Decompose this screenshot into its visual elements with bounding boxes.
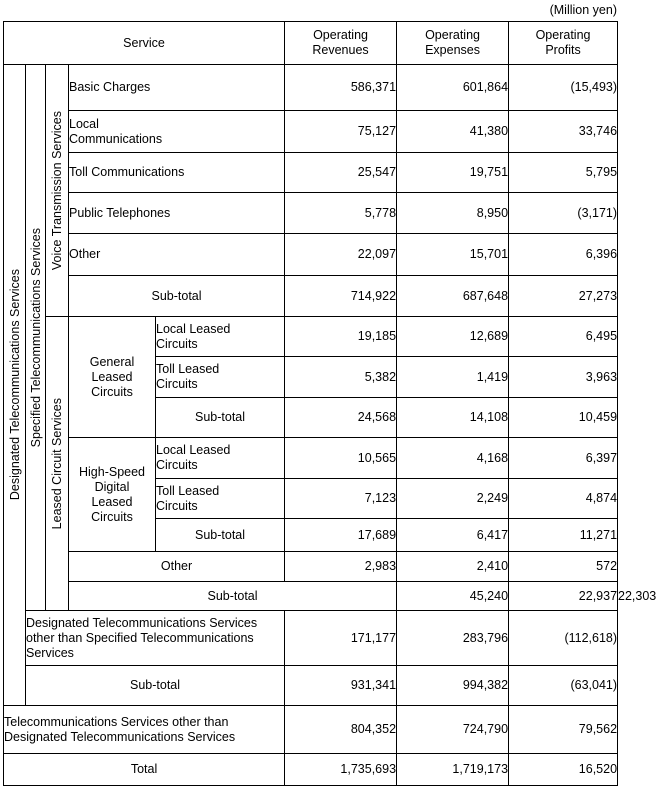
cell-revenues: 25,547 [285,153,397,193]
row-label-subtotal-leased-circuit: Sub-total [69,582,397,611]
cell-profits: 5,795 [509,153,618,193]
cell-expenses: 724,790 [397,706,509,754]
vertical-label-specified-text: Specified Telecommunications Services [28,227,43,448]
cell-profits: (63,041) [509,666,618,706]
table-row [4,611,618,666]
group-label-line3: Leased [91,494,133,509]
cell-revenues: 19,185 [285,317,397,357]
row-label-subtotal-voice: Sub-total [69,276,285,317]
cell-revenues: 75,127 [285,111,397,153]
header-operating-profits-line2: Profits [545,43,581,57]
vertical-label-voice-transmission-text: Voice Transmission Services [50,110,64,271]
group-label-line1: General [89,354,135,369]
cell-profits: 4,874 [509,479,618,519]
row-label-other-leased: Other [69,552,285,582]
row-label-line1: Telecommunications Services other than [4,714,229,729]
row-label-line3: Services [26,645,74,660]
cell-expenses: 15,701 [397,234,509,276]
cell-expenses: 6,417 [397,519,509,552]
row-label-line2: Circuits [156,377,198,391]
row-label-local-leased-circuits-general [156,317,285,357]
cell-profits: 79,562 [509,706,618,754]
cell-expenses: 1,719,173 [397,754,509,786]
unit-note: (Million yen) [549,3,617,17]
cell-profits: (3,171) [509,193,618,234]
cell-expenses: 14,108 [397,398,509,438]
group-label-line3: Circuits [91,384,133,399]
cell-expenses: 19,751 [397,153,509,193]
cell-expenses: 2,410 [397,552,509,582]
group-label-line2: Digital [94,479,130,494]
row-label-toll-communications: Toll Communications [69,153,285,193]
header-operating-revenues [285,22,397,65]
cell-profits: 6,397 [509,438,618,479]
cell-revenues: 586,371 [285,65,397,111]
row-label-telecom-other-than-designated [4,706,285,754]
cell-revenues: 45,240 [397,582,509,611]
table-row [4,276,618,317]
table-header-row [4,22,618,65]
table-row [4,111,618,153]
row-label-other-voice: Other [69,234,285,276]
vertical-label-leased-circuit-text: Leased Circuit Services [50,397,64,530]
table-row-total [4,754,618,786]
row-label-public-telephones: Public Telephones [69,193,285,234]
row-label-line1: Local [69,116,99,131]
row-label-line2: Circuits [156,458,198,472]
table-row [4,438,618,479]
header-operating-revenues-line1: Operating [313,28,368,42]
cell-revenues: 2,983 [285,552,397,582]
table-row [4,666,618,706]
cell-expenses: 283,796 [397,611,509,666]
row-label-line2: Circuits [156,336,198,351]
cell-expenses: 22,937 [509,582,618,611]
header-service: Service [4,22,285,65]
cell-expenses: 2,249 [397,479,509,519]
cell-revenues: 7,123 [285,479,397,519]
cell-revenues: 5,382 [285,357,397,398]
group-label-line2: Leased [91,369,133,384]
cell-expenses: 1,419 [397,357,509,398]
table-row [4,552,618,582]
row-label-line1: Toll Leased [156,362,220,376]
cell-expenses: 41,380 [397,111,509,153]
cell-profits: 33,746 [509,111,618,153]
row-label-line2: Circuits [156,498,198,513]
cell-profits: 572 [509,552,618,582]
row-label-line1: Local Leased [156,443,231,457]
vertical-label-designated-telecommunications-services [4,65,26,706]
cell-profits: 3,963 [509,357,618,398]
cell-expenses: 8,950 [397,193,509,234]
cell-revenues: 171,177 [285,611,397,666]
row-label-line2: other than Specified Telecommunications [26,630,254,645]
row-label-line2: Communications [69,131,163,146]
row-label-toll-leased-circuits-general [156,357,285,398]
vertical-label-specified-telecommunications-services [26,65,46,611]
vertical-label-leased-circuit-services [46,317,69,611]
cell-profits: 16,520 [509,754,618,786]
cell-profits: 27,273 [509,276,618,317]
group-label-line1: High-Speed [78,464,145,479]
group-label-high-speed-digital-leased-circuits [69,438,156,552]
header-operating-profits [509,22,618,65]
table-row [4,65,618,111]
cell-revenues: 17,689 [285,519,397,552]
cell-revenues: 714,922 [285,276,397,317]
row-label-subtotal-highspeed: Sub-total [156,519,285,552]
row-label-line2: Designated Telecommunications Services [4,729,236,744]
cell-expenses: 12,689 [397,317,509,357]
table-row: Sub-total 45,240 22,937 22,303 [4,582,618,611]
cell-revenues: 24,568 [285,398,397,438]
group-label-general-leased-circuits [69,317,156,438]
operating-results-table [3,21,656,786]
cell-revenues: 10,565 [285,438,397,479]
cell-profits: (15,493) [509,65,618,111]
header-operating-profits-line1: Operating [535,28,591,42]
vertical-label-designated-text: Designated Telecommunications Services [7,269,22,501]
row-label-total: Total [4,754,285,786]
table-row [4,706,618,754]
cell-profits: 6,495 [509,317,618,357]
cell-expenses: 687,648 [397,276,509,317]
row-label-subtotal-general-leased: Sub-total [156,398,285,438]
cell-profits: 6,396 [509,234,618,276]
row-label-designated-other-than-specified [26,611,285,666]
row-label-line1: Designated Telecommunications Services [26,615,258,630]
cell-revenues: 22,097 [285,234,397,276]
cell-revenues: 5,778 [285,193,397,234]
row-label-subtotal-designated: Sub-total [26,666,285,706]
header-operating-expenses-line1: Operating [425,28,480,42]
row-label-local-communications [69,111,285,153]
table-row [4,317,618,357]
row-label-line1: Toll Leased [156,483,220,498]
table-row [4,234,618,276]
header-operating-revenues-line2: Revenues [312,43,369,57]
row-label-line1: Local Leased [156,321,231,336]
row-label-toll-leased-circuits-highspeed [156,479,285,519]
group-label-line4: Circuits [91,509,133,524]
cell-profits: (112,618) [509,611,618,666]
row-label-basic-charges: Basic Charges [69,65,285,111]
row-label-local-leased-circuits-highspeed [156,438,285,479]
cell-revenues: 931,341 [285,666,397,706]
table-row [4,193,618,234]
table-row [4,153,618,193]
header-operating-expenses-line2: Expenses [425,43,480,57]
header-operating-expenses [397,22,509,65]
vertical-label-voice-transmission-services [46,65,69,317]
cell-expenses: 4,168 [397,438,509,479]
cell-revenues: 1,735,693 [285,754,397,786]
cell-revenues: 804,352 [285,706,397,754]
cell-profits: 11,271 [509,519,618,552]
cell-profits: 10,459 [509,398,618,438]
cell-expenses: 601,864 [397,65,509,111]
cell-expenses: 994,382 [397,666,509,706]
